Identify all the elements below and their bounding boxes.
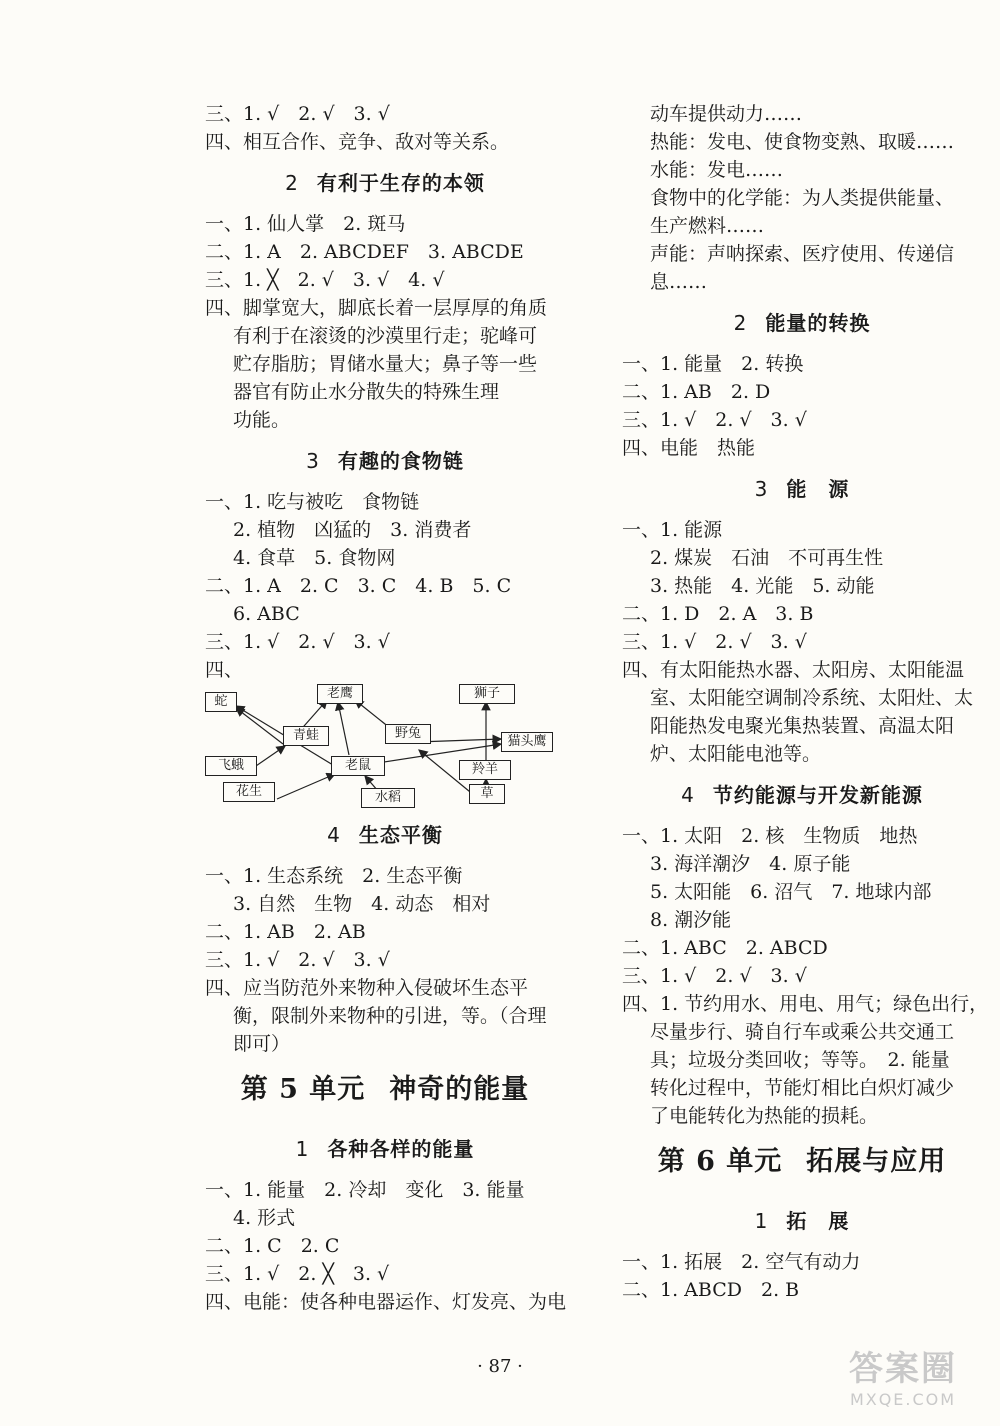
unit-title: 拓展与应用 [806, 1146, 947, 1177]
answer-line: 一、1. 能量 2. 冷却 变化 3. 能量 [205, 1179, 525, 1201]
answer-line: 一、1. 吃与被吃 食物链 [205, 491, 420, 513]
answer-line: 水能：发电…… [650, 159, 784, 181]
answer-line: 功能。 [233, 409, 291, 431]
arrow-moth-frog [253, 746, 285, 768]
answer-line: 三、1. √ 2. ╳ 3. √ [205, 1263, 390, 1285]
answer-line: 一、1. 仙人掌 2. 斑马 [205, 213, 406, 235]
node-moth: 飞蛾 [205, 756, 257, 776]
node-peanut: 花生 [223, 782, 275, 802]
answer-line: 尽量步行、骑自行车或乘公共交通工 [650, 1021, 955, 1043]
answer-line: 器官有防止水分散失的特殊生理 [233, 381, 500, 403]
section-title: 生态平衡 [358, 823, 443, 847]
answer-line: 即可） [233, 1033, 291, 1055]
answer-line: 四、1. 节约用水、用电、用气；绿色出行， [622, 993, 989, 1015]
answer-line: 声能：声呐探索、医疗使用、传递信 [650, 243, 955, 265]
answer-line: 生产燃料…… [650, 215, 765, 237]
answer-line: 具；垃圾分类回收；等等。 2. 能量 [650, 1049, 950, 1071]
arrow-peanut-mouse [277, 774, 335, 799]
section-title: 有利于生存的本领 [316, 171, 485, 195]
answer-line: 8. 潮汐能 [650, 909, 732, 931]
section-number: 4 [327, 823, 341, 847]
unit-number: 第 6 单元 [657, 1146, 783, 1177]
answer-line: 一、1. 能量 2. 转换 [622, 353, 804, 375]
node-grass: 草 [469, 784, 505, 804]
section-heading [205, 434, 565, 488]
answer-line: 三、1. ╳ 2. √ 3. √ 4. √ [205, 269, 445, 291]
node-eagle: 老鹰 [317, 684, 363, 704]
node-frog: 青蛙 [283, 726, 329, 746]
answer-line: 4. 食草 5. 食物网 [233, 547, 396, 569]
section-heading [622, 768, 982, 822]
node-mouse: 老鼠 [331, 756, 385, 776]
section-number: 3 [754, 477, 769, 501]
answer-line: 三、1. √ 2. √ 3. √ [205, 103, 390, 125]
answer-line: 2. 煤炭 石油 不可再生性 [650, 547, 884, 569]
left-column [205, 100, 565, 1316]
answer-line: 二、1. AB 2. AB [205, 921, 366, 943]
section-number: 2 [285, 171, 299, 195]
answer-line: 3. 海洋潮汐 4. 原子能 [650, 853, 851, 875]
answer-line: 室、太阳能空调制冷系统、太阳灶、太 [650, 687, 974, 709]
section-title: 节约能源与开发新能源 [712, 783, 923, 807]
answer-line: 2. 植物 凶猛的 3. 消费者 [233, 519, 472, 541]
node-hare: 野兔 [385, 724, 431, 744]
answer-line: 二、1. A 2. C 3. C 4. B 5. C [205, 575, 512, 597]
watermark-text: 答案圈 [849, 1349, 957, 1389]
answer-line: 二、1. ABC 2. ABCD [622, 937, 828, 959]
answer-line: 息…… [650, 271, 708, 293]
answer-line: 一、1. 拓展 2. 空气有动力 [622, 1251, 861, 1273]
section-heading [205, 156, 565, 210]
section-number: 4 [681, 783, 695, 807]
unit-number: 第 5 单元 [240, 1074, 366, 1105]
unit-heading [622, 1130, 982, 1194]
answer-line: 三、1. √ 2. √ 3. √ [205, 949, 390, 971]
answer-line: 四、电能 热能 [622, 437, 756, 459]
section-heading [622, 1194, 982, 1248]
page-number: · 87 · [477, 1356, 523, 1377]
section-heading [622, 296, 982, 350]
answer-line: 热能：发电、使食物变熟、取暖…… [650, 131, 955, 153]
answer-line: 转化过程中，节能灯相比白炽灯减少 [650, 1077, 955, 1099]
answer-line: 四、电能：使各种电器运作、灯发亮、为电 [205, 1291, 567, 1313]
section-title: 各种各样的能量 [327, 1137, 475, 1161]
arrow-mouse-eagle [338, 702, 349, 755]
answer-line: 三、1. √ 2. √ 3. √ [622, 631, 807, 653]
arrow-frog-snake [236, 708, 283, 744]
answer-line: 有利于在滚烫的沙漠里行走；驼峰可 [233, 325, 538, 347]
answer-line: 动车提供动力…… [650, 103, 803, 125]
food-web-diagram [205, 684, 565, 808]
answer-line: 四、应当防范外来物种入侵破坏生态平 [205, 977, 529, 999]
section-heading [622, 462, 982, 516]
answer-line: 二、1. C 2. C [205, 1235, 340, 1257]
answer-line: 三、1. √ 2. √ 3. √ [205, 631, 390, 653]
section-title: 能 源 [786, 477, 850, 501]
answer-line: 三、1. √ 2. √ 3. √ [622, 965, 807, 987]
answer-line: 四、相互合作、竞争、敌对等关系。 [205, 131, 510, 153]
answer-line: 食物中的化学能：为人类提供能量、 [650, 187, 955, 209]
section-number: 1 [295, 1137, 310, 1161]
answer-line: 衡，限制外来物种的引进，等。（合理 [233, 1005, 547, 1027]
right-column [622, 100, 989, 1304]
node-lion: 狮子 [459, 684, 515, 704]
answer-line: 四、有太阳能热水器、太阳房、太阳能温 [622, 659, 965, 681]
section-heading [205, 808, 565, 862]
answer-line: 一、1. 太阳 2. 核 生物质 地热 [622, 825, 918, 847]
answer-line: 一、1. 能源 [622, 519, 723, 541]
answer-line: 二、1. ABCD 2. B [622, 1279, 800, 1301]
watermark-logo [818, 1348, 988, 1418]
section-title: 能量的转换 [765, 311, 871, 335]
node-snake: 蛇 [205, 692, 237, 712]
answer-line: 5. 太阳能 6. 沼气 7. 地球内部 [650, 881, 932, 903]
answer-line: 3. 热能 4. 光能 5. 动能 [650, 575, 875, 597]
node-antelope: 羚羊 [459, 760, 511, 780]
answer-line: 四、 [205, 659, 244, 681]
section-number: 3 [306, 449, 320, 473]
answer-line: 贮存脂肪；胃储水量大；鼻子等一些 [233, 353, 538, 375]
answer-line: 二、1. D 2. A 3. B [622, 603, 814, 625]
answer-line: 三、1. √ 2. √ 3. √ [622, 409, 807, 431]
section-title: 有趣的食物链 [337, 449, 464, 473]
unit-title: 神奇的能量 [389, 1074, 530, 1105]
section-title: 拓 展 [786, 1209, 850, 1233]
answer-line: 6. ABC [233, 603, 300, 625]
unit-heading [205, 1058, 565, 1122]
answer-line: 4. 形式 [233, 1207, 296, 1229]
node-owl: 猫头鹰 [501, 732, 553, 752]
section-number: 2 [733, 311, 748, 335]
section-number: 1 [754, 1209, 769, 1233]
answer-line: 二、1. A 2. ABCDEF 3. ABCDE [205, 241, 524, 263]
answer-line: 四、脚掌宽大，脚底长着一层厚厚的角质 [205, 297, 548, 319]
answer-line: 二、1. AB 2. D [622, 381, 771, 403]
answer-line: 炉、太阳能电池等。 [650, 743, 822, 765]
section-heading [205, 1122, 565, 1176]
answer-line: 一、1. 生态系统 2. 生态平衡 [205, 865, 463, 887]
answer-line: 阳能热发电聚光集热装置、高温太阳 [650, 715, 955, 737]
node-rice: 水稻 [361, 788, 415, 808]
answer-line: 了电能转化为热能的损耗。 [650, 1105, 879, 1127]
answer-line: 3. 自然 生物 4. 动态 相对 [233, 893, 491, 915]
watermark-url: MXQE.COM [849, 1390, 957, 1409]
